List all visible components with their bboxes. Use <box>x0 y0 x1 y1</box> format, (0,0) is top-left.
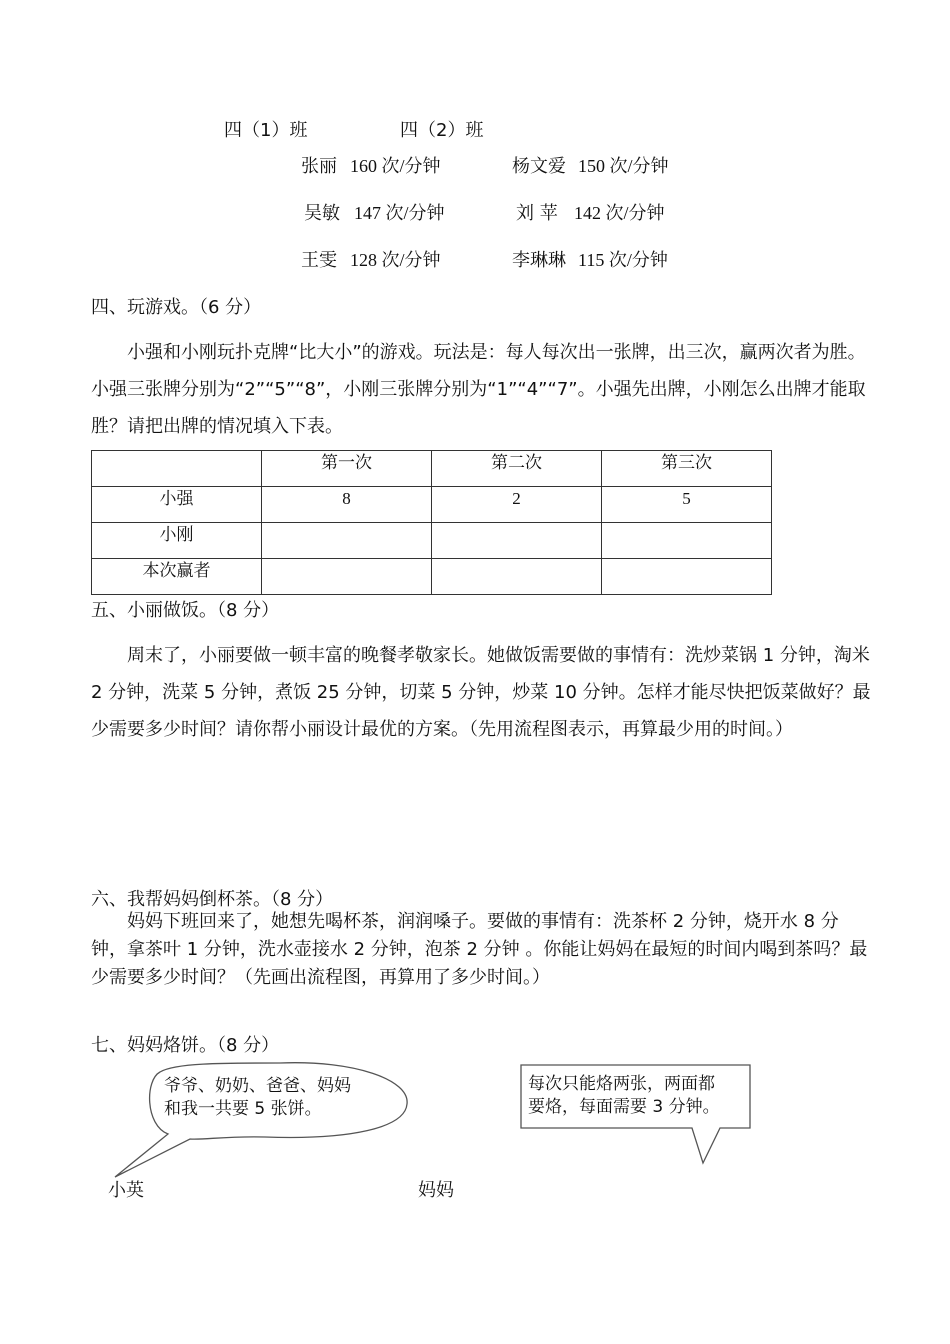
class1-student-name: 吴敏 <box>304 203 340 224</box>
section5-title: 五、小丽做饭。（8 分） <box>91 600 280 621</box>
table-cell: 8 <box>262 487 432 523</box>
row-label: 小强 <box>92 487 262 523</box>
class1-student-name: 张丽 <box>301 156 337 177</box>
row-label: 小刚 <box>92 523 262 559</box>
speaker-right: 妈妈 <box>418 1180 454 1201</box>
table-cell: 5 <box>602 487 772 523</box>
class1-student-name: 王雯 <box>301 250 337 271</box>
table-header-cell: 第二次 <box>432 451 602 487</box>
left-bubble-line2: 和我一共要 5 张饼。 <box>164 1099 322 1119</box>
table-cell: 2 <box>432 487 602 523</box>
class2-student-name: 李琳琳 <box>512 250 566 271</box>
class2-header: 四（2）班 <box>400 120 484 141</box>
class2-student-value: 142 次/分钟 <box>574 203 665 223</box>
section4-title: 四、玩游戏。（6 分） <box>91 297 262 318</box>
row-label: 本次赢者 <box>92 559 262 595</box>
table-header-cell: 第三次 <box>602 451 772 487</box>
section5-body: 周末了，小丽要做一顿丰富的晚餐孝敬家长。她做饭需要做的事情有：洗炒菜锅 1 分钟，淘米 2 分钟，洗菜 5 分钟，煮饭 25 分钟，切菜 5 分钟，炒菜 10 分钟。怎样才能尽快把饭菜做好？最少需要多少时间？请你帮小丽设计最优的方案。（先用流程图表示，再算最少用的时间。） <box>91 645 871 740</box>
speaker-left: 小英 <box>108 1180 144 1201</box>
class1-student-value: 147 次/分钟 <box>354 203 445 223</box>
class2-student-value: 150 次/分钟 <box>578 156 669 176</box>
class2-student-value: 115 次/分钟 <box>578 250 668 270</box>
section6-title: 六、我帮妈妈倒杯茶。（8 分） <box>91 889 334 910</box>
right-bubble-line1: 每次只能烙两张，两面都 <box>528 1074 715 1094</box>
table-header-cell: 第一次 <box>262 451 432 487</box>
class1-student-value: 128 次/分钟 <box>350 250 441 270</box>
section4-body: 小强和小刚玩扑克牌“比大小”的游戏。玩法是：每人每次出一张牌，出三次，赢两次者为胜。小强三张牌分别为“2”“5”“8”，小刚三张牌分别为“1”“4”“7”。小强先出牌，小刚怎么出牌才能取胜？请把出牌的情况填入下表。 <box>91 342 866 437</box>
class2-student-name: 刘 苹 <box>516 203 558 224</box>
class1-student-value: 160 次/分钟 <box>350 156 441 176</box>
class1-header: 四（1）班 <box>224 120 308 141</box>
section6-body: 妈妈下班回来了，她想先喝杯茶，润润嗓子。要做的事情有：洗茶杯 2 分钟，烧开水 8 分钟，拿茶叶 1 分钟，洗水壶接水 2 分钟，泡茶 2 分钟 。你能让妈妈在最短的时间内喝到茶吗？最少需要多少时间？（先画出流程图，再算用了多少时间。） <box>91 911 868 988</box>
section7-title: 七、妈妈烙饼。（8 分） <box>91 1035 280 1056</box>
right-bubble-line2: 要烙，每面需要 3 分钟。 <box>528 1097 720 1117</box>
class2-student-name: 杨文爱 <box>512 156 566 177</box>
left-bubble-line1: 爷爷、奶奶、爸爸、妈妈 <box>164 1076 351 1096</box>
